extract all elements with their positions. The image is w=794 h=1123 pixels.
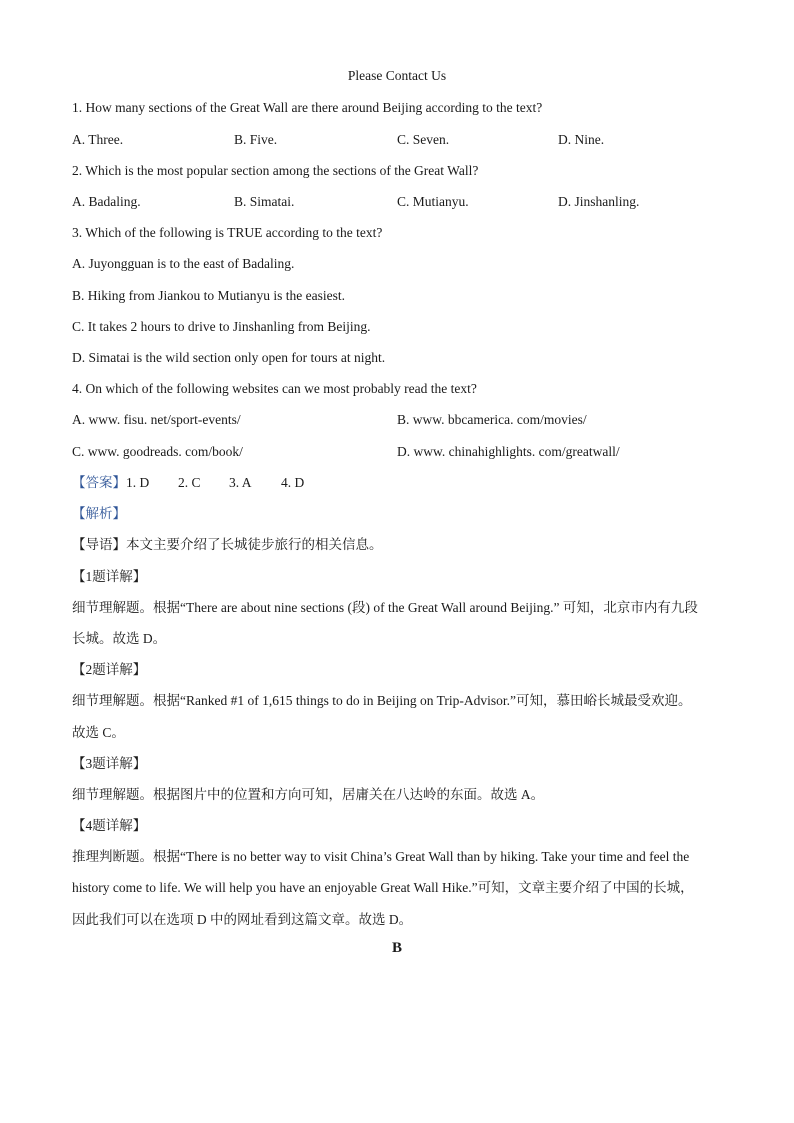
page-header: Please Contact Us bbox=[347, 68, 447, 83]
question-1-option-a: A. Three. bbox=[72, 132, 124, 147]
question-2-option-a: A. Badaling. bbox=[72, 194, 141, 209]
detail-2-line-2: 故选 C。 bbox=[72, 725, 125, 740]
detail-3-line-1: 细节理解题。根据图片中的位置和方向可知，居庸关在八达岭的东面。故选 A。 bbox=[72, 787, 545, 802]
question-4-option-a: A. www. fisu. net/sport-events/ bbox=[72, 412, 241, 427]
section-letter: B bbox=[391, 940, 402, 956]
detail-3-label: 【3题详解】 bbox=[72, 756, 147, 771]
question-4-option-d: D. www. chinahighlights. com/greatwall/ bbox=[397, 444, 620, 459]
detail-1-label: 【1题详解】 bbox=[72, 569, 147, 584]
question-2-option-b: B. Simatai. bbox=[234, 194, 295, 209]
question-2-stem: 2. Which is the most popular section among the sections of the Great Wall? bbox=[72, 163, 479, 178]
answer-line bbox=[72, 474, 304, 492]
detail-4-line-3: 因此我们可以在选项 D 中的网址看到这篇文章。故选 D。 bbox=[72, 912, 413, 927]
question-4-option-b: B. www. bbcamerica. com/movies/ bbox=[397, 412, 587, 427]
answer-item-2: 2. C bbox=[178, 475, 201, 490]
detail-1-line-2: 长城。故选 D。 bbox=[72, 631, 167, 646]
question-1-option-c: C. Seven. bbox=[397, 132, 450, 147]
analysis-label: 【解析】 bbox=[72, 506, 126, 521]
detail-4-label: 【4题详解】 bbox=[72, 818, 147, 833]
question-1-option-d: D. Nine. bbox=[558, 132, 605, 147]
question-1-option-b: B. Five. bbox=[234, 132, 278, 147]
question-2-option-d: D. Jinshanling. bbox=[558, 194, 640, 209]
intro-label: 【导语】 bbox=[72, 537, 126, 552]
question-3-option-b: B. Hiking from Jiankou to Mutianyu is the easiest. bbox=[72, 288, 345, 303]
intro-text: 本文主要介绍了长城徒步旅行的相关信息。 bbox=[126, 537, 383, 552]
question-4-option-c: C. www. goodreads. com/book/ bbox=[72, 444, 243, 459]
question-3-option-c: C. It takes 2 hours to drive to Jinshanling from Beijing. bbox=[72, 319, 371, 334]
answer-label: 【答案】 bbox=[72, 475, 126, 490]
question-4-stem: 4. On which of the following websites can we most probably read the text? bbox=[72, 381, 477, 396]
answer-item-4: 4. D bbox=[281, 475, 305, 490]
detail-1-line-1: 细节理解题。根据“There are about nine sections (段) of the Great Wall around Beijing.” 可知，北京市内有九段 bbox=[72, 600, 698, 615]
question-3-stem: 3. Which of the following is TRUE according to the text? bbox=[72, 225, 383, 240]
answer-item-3: 3. A bbox=[229, 475, 252, 490]
detail-2-line-1: 细节理解题。根据“Ranked #1 of 1,615 things to do in Beijing on Trip-Advisor.”可知，慕田峪长城最受欢迎。 bbox=[72, 693, 692, 708]
question-2-option-c: C. Mutianyu. bbox=[397, 194, 469, 209]
detail-4-line-2: history come to life. We will help you have an enjoyable Great Wall Hike.”可知，文章主要介绍了中国的长城， bbox=[72, 880, 694, 895]
question-3-option-a: A. Juyongguan is to the east of Badaling. bbox=[72, 256, 295, 271]
question-1-stem: 1. How many sections of the Great Wall are there around Beijing according to the text? bbox=[72, 100, 543, 115]
question-3-option-d: D. Simatai is the wild section only open for tours at night. bbox=[72, 350, 386, 365]
detail-2-label: 【2题详解】 bbox=[72, 662, 147, 677]
detail-4-line-1: 推理判断题。根据“There is no better way to visit China’s Great Wall than by hiking. Take your time and feel the bbox=[72, 849, 690, 864]
intro-line bbox=[72, 536, 383, 554]
answer-item-1: 1. D bbox=[126, 475, 150, 490]
